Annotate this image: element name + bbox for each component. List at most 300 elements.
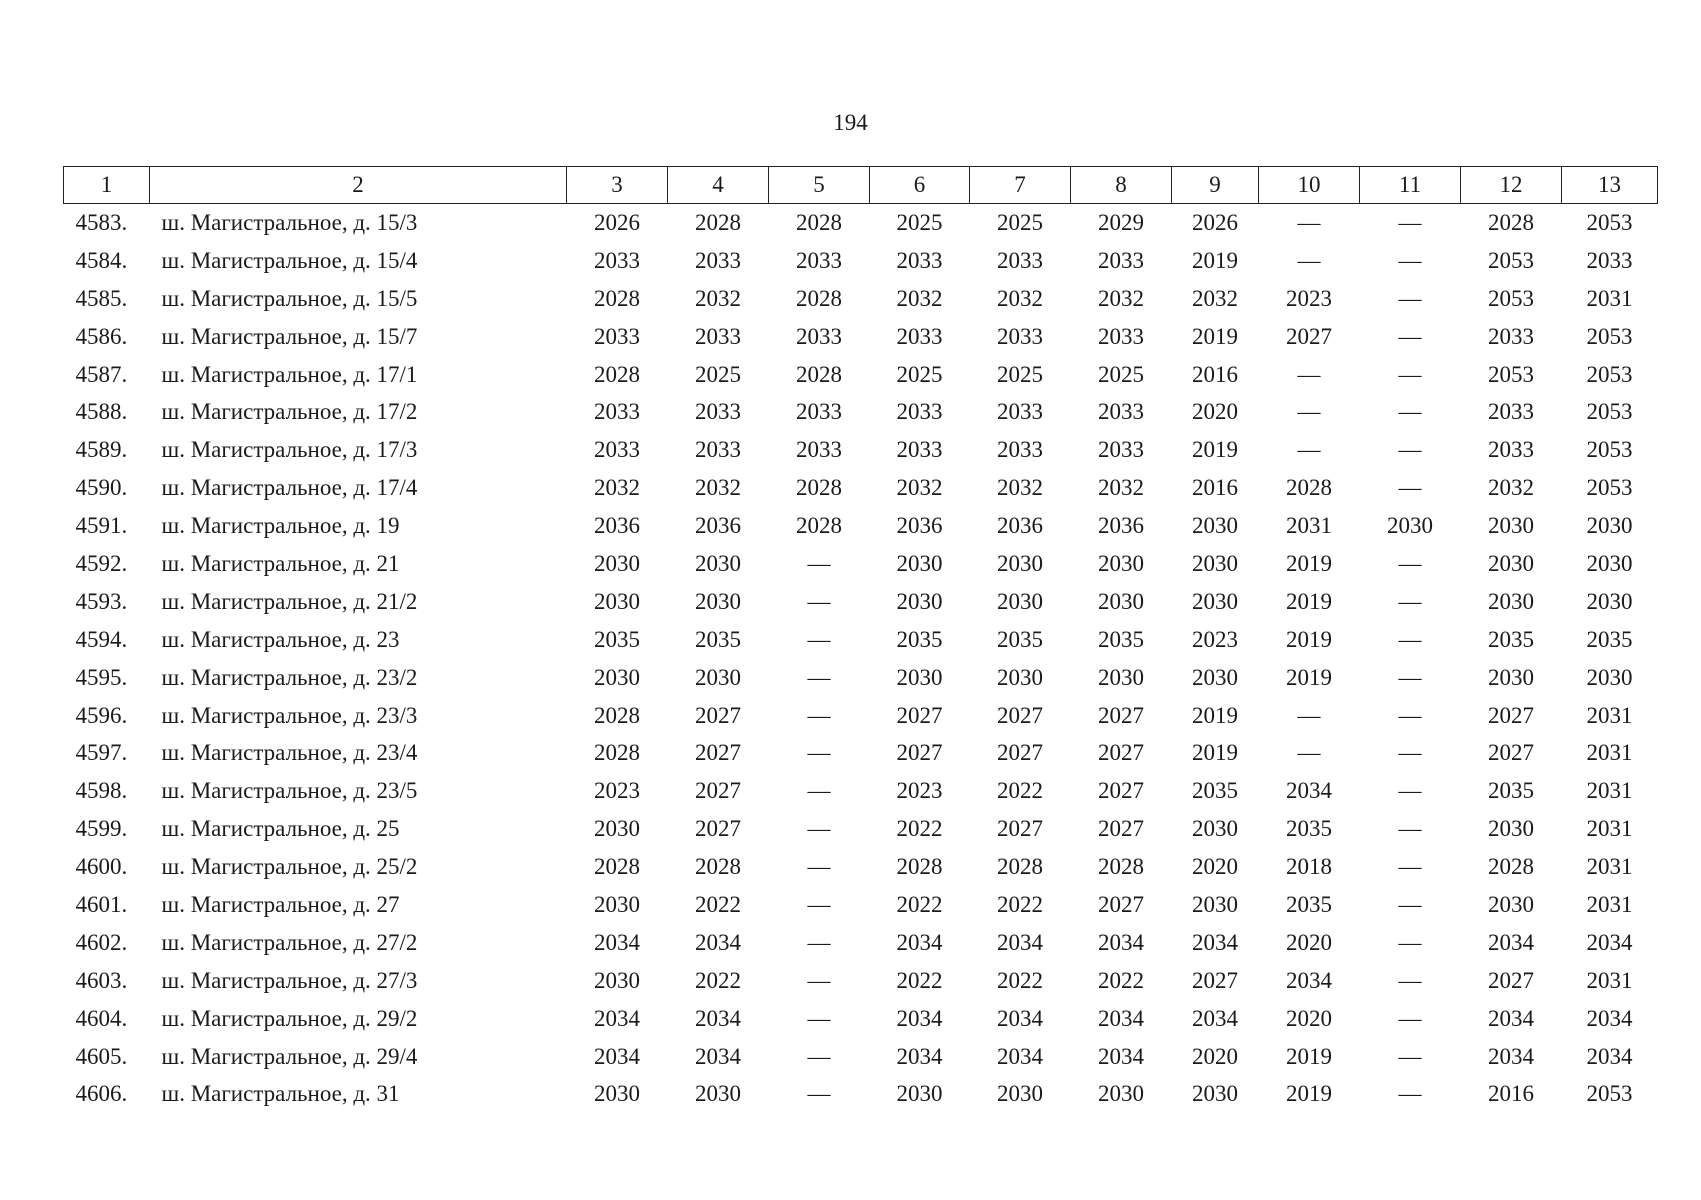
year-cell: 2028 bbox=[1286, 475, 1332, 501]
row-number: 4583. bbox=[75, 209, 128, 235]
year-cell: 2030 bbox=[594, 588, 640, 614]
year-cell: 2019 bbox=[1192, 437, 1238, 463]
address-cell: ш. Магистральное, д. 31 bbox=[161, 1081, 400, 1107]
year-cell: 2034 bbox=[594, 929, 640, 955]
year-cell: 2053 bbox=[1488, 247, 1534, 273]
year-cell: 2019 bbox=[1192, 247, 1238, 273]
year-cell: — bbox=[1398, 1043, 1422, 1069]
year-cell: 2031 bbox=[1586, 816, 1633, 842]
year-cell: 2034 bbox=[1098, 929, 1144, 955]
year-cell: — bbox=[807, 891, 831, 917]
year-cell: — bbox=[1297, 247, 1321, 273]
year-cell: 2030 bbox=[1488, 550, 1534, 576]
year-cell: 2034 bbox=[1192, 1005, 1238, 1031]
year-cell: 2022 bbox=[997, 891, 1043, 917]
year-cell: 2022 bbox=[695, 967, 741, 993]
year-cell: 2034 bbox=[1286, 778, 1332, 804]
year-cell: — bbox=[1297, 437, 1321, 463]
year-cell: 2030 bbox=[896, 550, 943, 576]
year-cell: 2033 bbox=[796, 323, 842, 349]
year-cell: 2030 bbox=[896, 588, 943, 614]
column-header-12: 12 bbox=[1461, 167, 1562, 204]
year-cell: 2019 bbox=[1192, 323, 1238, 349]
row-number: 4601. bbox=[75, 891, 128, 917]
year-cell: 2031 bbox=[1586, 778, 1633, 804]
schedule-table bbox=[63, 166, 1658, 1113]
year-cell: 2030 bbox=[1488, 513, 1534, 539]
table-row bbox=[64, 697, 1658, 735]
year-cell: 2027 bbox=[1098, 816, 1144, 842]
year-cell: — bbox=[1398, 626, 1422, 652]
row-number: 4591. bbox=[75, 513, 128, 539]
year-cell: 2034 bbox=[1586, 1043, 1633, 1069]
year-cell: 2033 bbox=[896, 437, 943, 463]
year-cell: 2028 bbox=[1488, 209, 1534, 235]
row-number: 4599. bbox=[75, 816, 128, 842]
column-header-8: 8 bbox=[1071, 167, 1172, 204]
table-row bbox=[64, 886, 1658, 924]
year-cell: 2030 bbox=[1098, 664, 1144, 690]
table-row bbox=[64, 1038, 1658, 1076]
year-cell: 2019 bbox=[1286, 664, 1332, 690]
year-cell: 2026 bbox=[1192, 209, 1238, 235]
year-cell: 2028 bbox=[1098, 854, 1144, 880]
table-row bbox=[64, 507, 1658, 545]
year-cell: 2027 bbox=[997, 816, 1043, 842]
year-cell: — bbox=[1398, 1081, 1422, 1107]
year-cell: 2023 bbox=[1286, 285, 1332, 311]
year-cell: 2053 bbox=[1586, 437, 1633, 463]
table-row bbox=[64, 924, 1658, 962]
year-cell: 2035 bbox=[1586, 626, 1633, 652]
year-cell: 2033 bbox=[695, 437, 741, 463]
row-number: 4595. bbox=[75, 664, 128, 690]
year-cell: 2028 bbox=[594, 285, 640, 311]
table-row bbox=[64, 545, 1658, 583]
year-cell: — bbox=[1398, 816, 1422, 842]
year-cell: 2016 bbox=[1192, 361, 1238, 387]
year-cell: 2030 bbox=[1192, 513, 1238, 539]
year-cell: 2030 bbox=[1488, 588, 1534, 614]
row-number: 4590. bbox=[75, 475, 128, 501]
year-cell: 2030 bbox=[695, 664, 741, 690]
column-header-13: 13 bbox=[1562, 167, 1658, 204]
year-cell: 2036 bbox=[695, 513, 741, 539]
year-cell: 2033 bbox=[1098, 399, 1144, 425]
year-cell: 2022 bbox=[997, 778, 1043, 804]
address-cell: ш. Магистральное, д. 27/3 bbox=[161, 967, 418, 993]
year-cell: 2034 bbox=[594, 1043, 640, 1069]
year-cell: 2032 bbox=[1488, 475, 1534, 501]
year-cell: 2033 bbox=[1586, 247, 1633, 273]
row-number: 4587. bbox=[75, 361, 128, 387]
table-row bbox=[64, 1075, 1658, 1113]
year-cell: 2019 bbox=[1192, 702, 1238, 728]
year-cell: 2030 bbox=[1488, 664, 1534, 690]
row-number: 4597. bbox=[75, 740, 128, 766]
year-cell: — bbox=[807, 816, 831, 842]
year-cell: 2027 bbox=[997, 740, 1043, 766]
year-cell: 2033 bbox=[594, 323, 640, 349]
year-cell: 2032 bbox=[997, 475, 1043, 501]
address-cell: ш. Магистральное, д. 25/2 bbox=[161, 854, 418, 880]
address-cell: ш. Магистральное, д. 15/5 bbox=[161, 285, 418, 311]
year-cell: 2031 bbox=[1586, 285, 1633, 311]
year-cell: 2030 bbox=[594, 550, 640, 576]
row-number: 4603. bbox=[75, 967, 128, 993]
column-header-6: 6 bbox=[870, 167, 970, 204]
year-cell: 2031 bbox=[1286, 513, 1332, 539]
row-number: 4592. bbox=[75, 550, 128, 576]
year-cell: — bbox=[1398, 209, 1422, 235]
address-cell: ш. Магистральное, д. 23/3 bbox=[161, 702, 418, 728]
year-cell: 2030 bbox=[1192, 664, 1238, 690]
year-cell: 2030 bbox=[594, 816, 640, 842]
row-number: 4605. bbox=[75, 1043, 128, 1069]
year-cell: — bbox=[807, 967, 831, 993]
year-cell: 2019 bbox=[1192, 740, 1238, 766]
year-cell: 2028 bbox=[695, 209, 741, 235]
year-cell: 2032 bbox=[997, 285, 1043, 311]
year-cell: 2028 bbox=[1488, 854, 1534, 880]
year-cell: 2032 bbox=[695, 475, 741, 501]
year-cell: 2053 bbox=[1586, 399, 1633, 425]
column-header-9: 9 bbox=[1172, 167, 1259, 204]
year-cell: 2028 bbox=[796, 285, 842, 311]
year-cell: 2030 bbox=[1098, 588, 1144, 614]
year-cell: — bbox=[1297, 702, 1321, 728]
year-cell: 2028 bbox=[594, 854, 640, 880]
year-cell: 2016 bbox=[1192, 475, 1238, 501]
table-row bbox=[64, 1000, 1658, 1038]
table-row bbox=[64, 431, 1658, 469]
year-cell: 2033 bbox=[1488, 323, 1534, 349]
year-cell: 2030 bbox=[594, 1081, 640, 1107]
year-cell: 2027 bbox=[997, 702, 1043, 728]
year-cell: 2023 bbox=[1192, 626, 1238, 652]
year-cell: 2022 bbox=[1098, 967, 1144, 993]
year-cell: 2027 bbox=[1488, 702, 1534, 728]
year-cell: — bbox=[1398, 285, 1422, 311]
year-cell: 2031 bbox=[1586, 891, 1633, 917]
year-cell: 2028 bbox=[594, 740, 640, 766]
column-header-11: 11 bbox=[1360, 167, 1461, 204]
year-cell: 2036 bbox=[997, 513, 1043, 539]
year-cell: 2028 bbox=[896, 854, 943, 880]
year-cell: 2030 bbox=[1387, 513, 1433, 539]
year-cell: 2027 bbox=[1098, 702, 1144, 728]
year-cell: — bbox=[1297, 361, 1321, 387]
year-cell: 2035 bbox=[1192, 778, 1238, 804]
year-cell: 2032 bbox=[1192, 285, 1238, 311]
year-cell: 2035 bbox=[1286, 891, 1332, 917]
year-cell: 2033 bbox=[896, 323, 943, 349]
row-number: 4585. bbox=[75, 285, 128, 311]
row-number: 4584. bbox=[75, 247, 128, 273]
table-row bbox=[64, 848, 1658, 886]
year-cell: — bbox=[807, 740, 831, 766]
year-cell: — bbox=[1398, 967, 1422, 993]
year-cell: — bbox=[807, 702, 831, 728]
row-number: 4604. bbox=[75, 1005, 128, 1031]
year-cell: 2030 bbox=[594, 664, 640, 690]
year-cell: 2027 bbox=[1098, 778, 1144, 804]
year-cell: — bbox=[807, 1005, 831, 1031]
year-cell: 2033 bbox=[1098, 323, 1144, 349]
year-cell: 2030 bbox=[896, 664, 943, 690]
year-cell: — bbox=[1297, 209, 1321, 235]
year-cell: 2030 bbox=[1586, 513, 1633, 539]
year-cell: 2053 bbox=[1488, 361, 1534, 387]
year-cell: 2030 bbox=[1192, 588, 1238, 614]
year-cell: 2036 bbox=[1098, 513, 1144, 539]
year-cell: 2033 bbox=[997, 437, 1043, 463]
table-row bbox=[64, 772, 1658, 810]
year-cell: 2034 bbox=[1192, 929, 1238, 955]
address-cell: ш. Магистральное, д. 29/2 bbox=[161, 1005, 418, 1031]
year-cell: 2019 bbox=[1286, 588, 1332, 614]
year-cell: 2033 bbox=[796, 247, 842, 273]
column-header-7: 7 bbox=[970, 167, 1071, 204]
table-header bbox=[64, 167, 1658, 204]
year-cell: 2035 bbox=[1488, 626, 1534, 652]
year-cell: 2033 bbox=[594, 399, 640, 425]
year-cell: 2030 bbox=[1098, 1081, 1144, 1107]
year-cell: 2025 bbox=[1098, 361, 1144, 387]
year-cell: 2030 bbox=[594, 891, 640, 917]
year-cell: 2034 bbox=[896, 1043, 943, 1069]
year-cell: 2030 bbox=[1192, 1081, 1238, 1107]
year-cell: 2030 bbox=[1488, 816, 1534, 842]
year-cell: — bbox=[807, 664, 831, 690]
address-cell: ш. Магистральное, д. 27/2 bbox=[161, 929, 418, 955]
year-cell: — bbox=[807, 854, 831, 880]
year-cell: 2033 bbox=[695, 399, 741, 425]
address-cell: ш. Магистральное, д. 17/4 bbox=[161, 475, 418, 501]
year-cell: 2053 bbox=[1488, 285, 1534, 311]
year-cell: 2032 bbox=[1098, 285, 1144, 311]
year-cell: 2034 bbox=[1488, 929, 1534, 955]
year-cell: 2033 bbox=[695, 323, 741, 349]
address-cell: ш. Магистральное, д. 23 bbox=[161, 626, 400, 652]
year-cell: 2019 bbox=[1286, 1081, 1332, 1107]
year-cell: 2032 bbox=[594, 475, 640, 501]
year-cell: — bbox=[1297, 399, 1321, 425]
year-cell: 2030 bbox=[1098, 550, 1144, 576]
year-cell: 2036 bbox=[594, 513, 640, 539]
year-cell: — bbox=[807, 929, 831, 955]
year-cell: 2053 bbox=[1586, 475, 1633, 501]
year-cell: 2027 bbox=[896, 702, 943, 728]
address-cell: ш. Магистральное, д. 21 bbox=[161, 550, 400, 576]
year-cell: 2030 bbox=[695, 1081, 741, 1107]
table-row bbox=[64, 810, 1658, 848]
table-row bbox=[64, 318, 1658, 356]
year-cell: 2034 bbox=[695, 929, 741, 955]
year-cell: 2035 bbox=[1098, 626, 1144, 652]
year-cell: 2028 bbox=[594, 702, 640, 728]
year-cell: — bbox=[1398, 1005, 1422, 1031]
row-number: 4606. bbox=[75, 1081, 128, 1107]
row-number: 4588. bbox=[75, 399, 128, 425]
address-cell: ш. Магистральное, д. 29/4 bbox=[161, 1043, 418, 1069]
year-cell: — bbox=[1398, 854, 1422, 880]
year-cell: 2019 bbox=[1286, 550, 1332, 576]
header-row bbox=[64, 167, 1658, 204]
table-row bbox=[64, 469, 1658, 507]
year-cell: 2034 bbox=[695, 1043, 741, 1069]
year-cell: — bbox=[807, 626, 831, 652]
year-cell: 2034 bbox=[1098, 1005, 1144, 1031]
row-number: 4586. bbox=[75, 323, 128, 349]
year-cell: 2053 bbox=[1586, 1081, 1633, 1107]
row-number: 4596. bbox=[75, 702, 128, 728]
year-cell: 2036 bbox=[896, 513, 943, 539]
year-cell: 2022 bbox=[896, 967, 943, 993]
year-cell: 2053 bbox=[1586, 323, 1633, 349]
year-cell: 2028 bbox=[796, 361, 842, 387]
year-cell: 2033 bbox=[594, 437, 640, 463]
table-row bbox=[64, 204, 1658, 242]
year-cell: 2033 bbox=[896, 399, 943, 425]
year-cell: — bbox=[1297, 740, 1321, 766]
year-cell: — bbox=[1398, 588, 1422, 614]
year-cell: 2033 bbox=[896, 247, 943, 273]
year-cell: 2030 bbox=[997, 1081, 1043, 1107]
table-row bbox=[64, 734, 1658, 772]
year-cell: 2028 bbox=[997, 854, 1043, 880]
year-cell: 2019 bbox=[1286, 626, 1332, 652]
year-cell: 2034 bbox=[896, 929, 943, 955]
year-cell: — bbox=[807, 588, 831, 614]
year-cell: 2031 bbox=[1586, 967, 1633, 993]
year-cell: 2034 bbox=[1586, 929, 1633, 955]
row-number: 4593. bbox=[75, 588, 128, 614]
year-cell: 2025 bbox=[997, 361, 1043, 387]
year-cell: 2027 bbox=[1286, 323, 1332, 349]
row-number: 4602. bbox=[75, 929, 128, 955]
year-cell: 2022 bbox=[997, 967, 1043, 993]
year-cell: 2034 bbox=[1488, 1005, 1534, 1031]
year-cell: 2033 bbox=[997, 323, 1043, 349]
year-cell: 2020 bbox=[1192, 1043, 1238, 1069]
year-cell: 2035 bbox=[1488, 778, 1534, 804]
table-row bbox=[64, 583, 1658, 621]
year-cell: 2030 bbox=[997, 550, 1043, 576]
year-cell: 2025 bbox=[695, 361, 741, 387]
year-cell: 2053 bbox=[1586, 209, 1633, 235]
address-cell: ш. Магистральное, д. 19 bbox=[161, 513, 400, 539]
address-cell: ш. Магистральное, д. 17/3 bbox=[161, 437, 418, 463]
address-cell: ш. Магистральное, д. 17/2 bbox=[161, 399, 418, 425]
page-number: 194 bbox=[833, 110, 868, 135]
year-cell: 2030 bbox=[997, 588, 1043, 614]
year-cell: 2028 bbox=[695, 854, 741, 880]
year-cell: 2019 bbox=[1286, 1043, 1332, 1069]
address-cell: ш. Магистральное, д. 27 bbox=[161, 891, 400, 917]
table-body bbox=[64, 204, 1658, 1114]
year-cell: 2033 bbox=[594, 247, 640, 273]
year-cell: — bbox=[1398, 702, 1422, 728]
year-cell: — bbox=[1398, 437, 1422, 463]
year-cell: 2027 bbox=[1488, 967, 1534, 993]
year-cell: — bbox=[1398, 247, 1422, 273]
year-cell: 2030 bbox=[896, 1081, 943, 1107]
year-cell: 2034 bbox=[594, 1005, 640, 1031]
year-cell: 2032 bbox=[1098, 475, 1144, 501]
year-cell: — bbox=[807, 1081, 831, 1107]
year-cell: 2030 bbox=[1488, 891, 1534, 917]
address-cell: ш. Магистральное, д. 15/4 bbox=[161, 247, 418, 273]
year-cell: 2027 bbox=[1098, 891, 1144, 917]
year-cell: 2023 bbox=[896, 778, 943, 804]
year-cell: 2030 bbox=[1586, 588, 1633, 614]
column-header-10: 10 bbox=[1259, 167, 1360, 204]
address-cell: ш. Магистральное, д. 17/1 bbox=[161, 361, 418, 387]
year-cell: 2020 bbox=[1192, 399, 1238, 425]
year-cell: 2027 bbox=[695, 778, 741, 804]
year-cell: 2035 bbox=[896, 626, 943, 652]
year-cell: — bbox=[1398, 323, 1422, 349]
year-cell: 2030 bbox=[1586, 664, 1633, 690]
year-cell: 2022 bbox=[896, 891, 943, 917]
year-cell: 2027 bbox=[1192, 967, 1238, 993]
year-cell: 2033 bbox=[997, 399, 1043, 425]
year-cell: — bbox=[807, 1043, 831, 1069]
year-cell: 2033 bbox=[1488, 399, 1534, 425]
year-cell: — bbox=[1398, 778, 1422, 804]
year-cell: 2034 bbox=[1488, 1043, 1534, 1069]
row-number: 4589. bbox=[75, 437, 128, 463]
year-cell: 2029 bbox=[1098, 209, 1144, 235]
column-header-5: 5 bbox=[769, 167, 870, 204]
year-cell: 2027 bbox=[896, 740, 943, 766]
year-cell: 2030 bbox=[1192, 816, 1238, 842]
year-cell: 2034 bbox=[997, 1005, 1043, 1031]
table-row bbox=[64, 356, 1658, 394]
column-header-2: 2 bbox=[150, 167, 567, 204]
year-cell: 2027 bbox=[1098, 740, 1144, 766]
table-row bbox=[64, 242, 1658, 280]
address-cell: ш. Магистральное, д. 23/2 bbox=[161, 664, 418, 690]
year-cell: — bbox=[1398, 361, 1422, 387]
year-cell: 2031 bbox=[1586, 702, 1633, 728]
year-cell: 2030 bbox=[1586, 550, 1633, 576]
year-cell: 2033 bbox=[796, 437, 842, 463]
year-cell: 2034 bbox=[896, 1005, 943, 1031]
table-row bbox=[64, 621, 1658, 659]
year-cell: 2034 bbox=[1098, 1043, 1144, 1069]
year-cell: 2033 bbox=[1098, 247, 1144, 273]
year-cell: — bbox=[1398, 399, 1422, 425]
address-cell: ш. Магистральное, д. 23/4 bbox=[161, 740, 418, 766]
year-cell: 2025 bbox=[997, 209, 1043, 235]
table-row bbox=[64, 659, 1658, 697]
address-cell: ш. Магистральное, д. 15/3 bbox=[161, 209, 418, 235]
year-cell: 2035 bbox=[997, 626, 1043, 652]
year-cell: 2018 bbox=[1286, 854, 1332, 880]
table-row bbox=[64, 393, 1658, 431]
address-cell: ш. Магистральное, д. 21/2 bbox=[161, 588, 418, 614]
year-cell: 2034 bbox=[1286, 967, 1332, 993]
table-row bbox=[64, 962, 1658, 1000]
row-number: 4594. bbox=[75, 626, 128, 652]
year-cell: 2032 bbox=[695, 285, 741, 311]
year-cell: — bbox=[1398, 891, 1422, 917]
row-number: 4600. bbox=[75, 854, 128, 880]
year-cell: 2027 bbox=[695, 740, 741, 766]
year-cell: — bbox=[807, 550, 831, 576]
